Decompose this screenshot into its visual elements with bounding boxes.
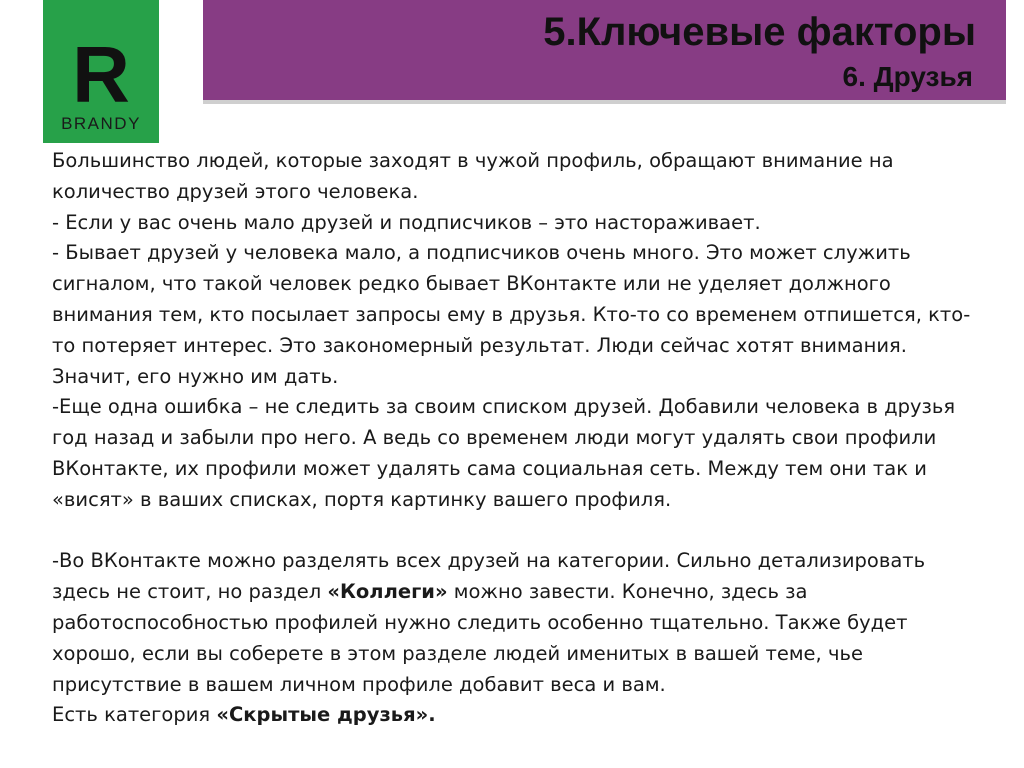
header-band bbox=[203, 0, 1006, 104]
paragraph-categories-text-2: можно завести. Конечно, здесь за работоспособностью профилей нужно следить особенно тщательно. Также будет хорошо, если вы соберете в этом разделе людей именитых в вашей теме, чье присутствие в вашем личном профиле добавит веса и вам. bbox=[52, 580, 908, 696]
paragraph-categories bbox=[52, 546, 982, 700]
paragraph-hidden-friends-text: Есть категория bbox=[52, 703, 217, 727]
paragraph-list-maintenance: -Еще одна ошибка – не следить за своим списком друзей. Добавили человека в друзья год назад и забыли про него. А ведь со временем люди могут удалять свои профили ВКонтакте, их профили может удалять сама социальная сеть. Между тем они так и «висят» в ваших списках, портя картинку вашего профиля. bbox=[52, 395, 956, 511]
paragraph-few-friends: - Если у вас очень мало друзей и подписчиков – это настораживает. bbox=[52, 210, 761, 234]
paragraph-hidden-friends bbox=[52, 700, 982, 731]
body-text bbox=[52, 146, 982, 731]
category-colleagues: «Коллеги» bbox=[327, 580, 448, 604]
page-subtitle: 6. Друзья bbox=[842, 61, 973, 92]
page-title: 5.Ключевые факторы bbox=[543, 10, 976, 54]
paragraph-subscribers: - Бывает друзей у человека мало, а подписчиков очень много. Это может служить сигналом, что такой человек редко бывает ВКонтакте или не уделяет должного внимания тем, кто посылает запросы ему в друзья. Кто-то со временем отпишется, кто-то потеряет интерес. Это закономерный результат. Люди сейчас хотят внимания. Значит, его нужно им дать. bbox=[52, 241, 971, 388]
logo-letter: R bbox=[72, 30, 130, 119]
brand-logo bbox=[43, 0, 159, 143]
brand-logo-svg bbox=[43, 0, 159, 143]
category-hidden-friends: «Скрытые друзья». bbox=[216, 703, 436, 727]
logo-brand-name: BRANDY bbox=[61, 114, 141, 133]
paragraph-spacer bbox=[52, 516, 982, 547]
paragraph-categories-text-1: -Во ВКонтакте можно разделять всех друзей на категории. Сильно детализировать здесь не стоит, но раздел bbox=[52, 549, 926, 604]
paragraph-intro: Большинство людей, которые заходят в чужой профиль, обращают внимание на количество друзей этого человека. bbox=[52, 149, 894, 203]
